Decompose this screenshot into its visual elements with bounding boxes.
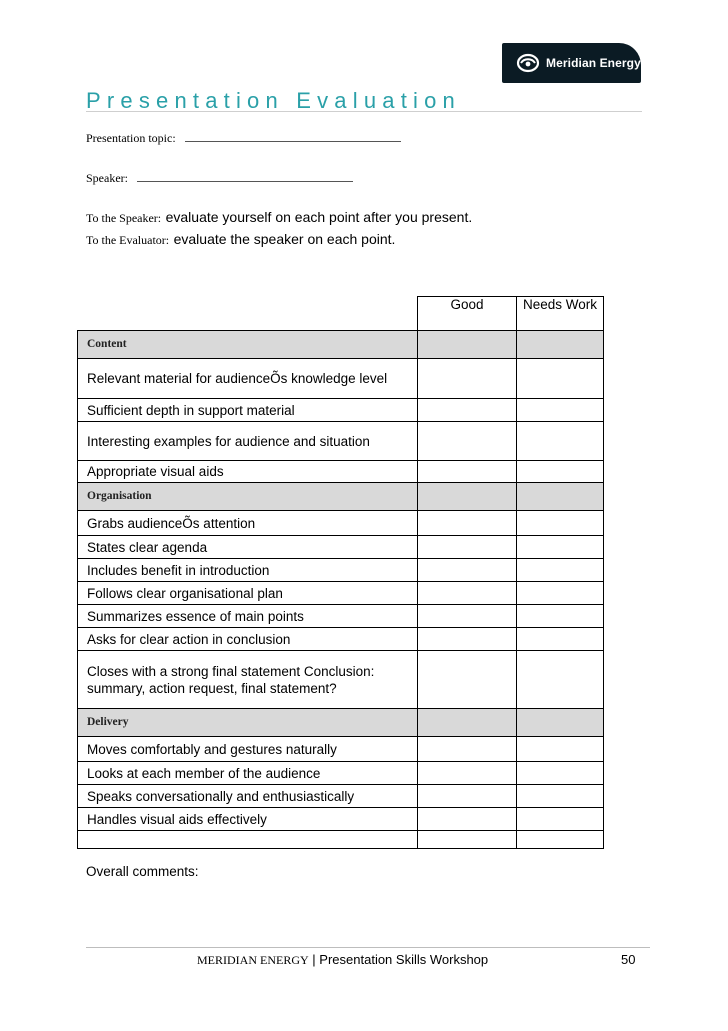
criterion-label: States clear agenda bbox=[78, 536, 418, 559]
footer-divider bbox=[86, 947, 650, 948]
table-row bbox=[78, 582, 604, 605]
good-checkbox-cell[interactable] bbox=[418, 582, 517, 605]
evaluator-instruction-text: evaluate the speaker on each point. bbox=[173, 231, 396, 247]
header-empty-cell bbox=[78, 297, 418, 331]
section-title: Organisation bbox=[78, 483, 418, 511]
good-checkbox-cell[interactable] bbox=[418, 737, 517, 762]
section-row-delivery bbox=[78, 709, 604, 737]
table-row bbox=[78, 536, 604, 559]
footer bbox=[197, 952, 488, 968]
table-row bbox=[78, 737, 604, 762]
speaker-instruction-label: To the Speaker: bbox=[86, 211, 162, 225]
topic-label: Presentation topic: bbox=[86, 131, 176, 145]
table-row bbox=[78, 785, 604, 808]
needs-work-checkbox-cell[interactable] bbox=[517, 399, 604, 422]
needs-work-checkbox-cell[interactable] bbox=[517, 359, 604, 399]
needs-work-checkbox-cell[interactable] bbox=[517, 808, 604, 831]
good-checkbox-cell[interactable] bbox=[418, 605, 517, 628]
good-checkbox-cell[interactable] bbox=[418, 559, 517, 582]
good-checkbox-cell[interactable] bbox=[418, 831, 517, 849]
criterion-label: Grabs audienceÕs attention bbox=[78, 511, 418, 536]
speaker-blank-line[interactable] bbox=[137, 172, 353, 182]
good-checkbox-cell[interactable] bbox=[418, 399, 517, 422]
table-row bbox=[78, 559, 604, 582]
criterion-label: Interesting examples for audience and situation bbox=[78, 422, 418, 461]
criterion-label: Moves comfortably and gestures naturally bbox=[78, 737, 418, 762]
good-checkbox-cell[interactable] bbox=[418, 359, 517, 399]
table-row bbox=[78, 651, 604, 709]
needs-work-checkbox-cell[interactable] bbox=[517, 461, 604, 483]
table-header-row bbox=[78, 297, 604, 331]
needs-work-checkbox-cell[interactable] bbox=[517, 605, 604, 628]
title-divider bbox=[86, 111, 642, 112]
criterion-label: Summarizes essence of main points bbox=[78, 605, 418, 628]
needs-work-cell bbox=[517, 709, 604, 737]
needs-work-checkbox-cell[interactable] bbox=[517, 536, 604, 559]
good-cell bbox=[418, 709, 517, 737]
meridian-swirl-icon bbox=[516, 52, 540, 74]
needs-work-checkbox-cell[interactable] bbox=[517, 785, 604, 808]
criterion-label bbox=[78, 831, 418, 849]
speaker-instruction bbox=[86, 209, 472, 227]
needs-work-checkbox-cell[interactable] bbox=[517, 831, 604, 849]
criterion-label: Speaks conversationally and enthusiastically bbox=[78, 785, 418, 808]
needs-work-checkbox-cell[interactable] bbox=[517, 511, 604, 536]
good-checkbox-cell[interactable] bbox=[418, 808, 517, 831]
good-cell bbox=[418, 483, 517, 511]
good-checkbox-cell[interactable] bbox=[418, 461, 517, 483]
evaluator-instruction-label: To the Evaluator: bbox=[86, 233, 170, 247]
criterion-label: Asks for clear action in conclusion bbox=[78, 628, 418, 651]
evaluation-table bbox=[77, 296, 604, 849]
criterion-label: Closes with a strong final statement Conclusion: summary, action request, final statement? bbox=[78, 651, 418, 709]
table-row bbox=[78, 808, 604, 831]
good-checkbox-cell[interactable] bbox=[418, 785, 517, 808]
criterion-label: Includes benefit in introduction bbox=[78, 559, 418, 582]
needs-work-checkbox-cell[interactable] bbox=[517, 559, 604, 582]
section-row-organisation bbox=[78, 483, 604, 511]
logo-text: Meridian Energy bbox=[546, 56, 641, 70]
table-row bbox=[78, 628, 604, 651]
table-row bbox=[78, 422, 604, 461]
speaker-label: Speaker: bbox=[86, 171, 128, 185]
needs-work-checkbox-cell[interactable] bbox=[517, 762, 604, 785]
page-number: 50 bbox=[621, 952, 636, 967]
table-row bbox=[78, 399, 604, 422]
criterion-label: Looks at each member of the audience bbox=[78, 762, 418, 785]
footer-workshop: Presentation Skills Workshop bbox=[319, 952, 489, 967]
column-header-good: Good bbox=[418, 297, 517, 331]
good-checkbox-cell[interactable] bbox=[418, 536, 517, 559]
footer-company: MERIDIAN ENERGY bbox=[197, 953, 309, 967]
criterion-label: Relevant material for audienceÕs knowledge level bbox=[78, 359, 418, 399]
section-title: Content bbox=[78, 331, 418, 359]
criterion-label: Appropriate visual aids bbox=[78, 461, 418, 483]
needs-work-checkbox-cell[interactable] bbox=[517, 422, 604, 461]
table-row bbox=[78, 511, 604, 536]
needs-work-cell bbox=[517, 331, 604, 359]
column-header-needs-work: Needs Work bbox=[517, 297, 604, 331]
table-row bbox=[78, 831, 604, 849]
meridian-energy-logo bbox=[502, 43, 641, 83]
speaker-instruction-text: evaluate yourself on each point after you present. bbox=[165, 209, 473, 225]
good-checkbox-cell[interactable] bbox=[418, 511, 517, 536]
speaker-field bbox=[86, 171, 353, 186]
page-title: Presentation Evaluation bbox=[86, 88, 461, 113]
good-checkbox-cell[interactable] bbox=[418, 422, 517, 461]
evaluator-instruction bbox=[86, 231, 395, 249]
good-checkbox-cell[interactable] bbox=[418, 628, 517, 651]
footer-separator: | bbox=[312, 952, 316, 967]
topic-field bbox=[86, 131, 401, 146]
section-row-content bbox=[78, 331, 604, 359]
needs-work-checkbox-cell[interactable] bbox=[517, 651, 604, 709]
table-row bbox=[78, 762, 604, 785]
criterion-label: Follows clear organisational plan bbox=[78, 582, 418, 605]
needs-work-checkbox-cell[interactable] bbox=[517, 737, 604, 762]
criterion-label: Sufficient depth in support material bbox=[78, 399, 418, 422]
overall-comments-label: Overall comments: bbox=[86, 864, 199, 879]
needs-work-cell bbox=[517, 483, 604, 511]
table-row bbox=[78, 461, 604, 483]
table-row bbox=[78, 359, 604, 399]
section-title: Delivery bbox=[78, 709, 418, 737]
good-checkbox-cell[interactable] bbox=[418, 651, 517, 709]
needs-work-checkbox-cell[interactable] bbox=[517, 582, 604, 605]
good-checkbox-cell[interactable] bbox=[418, 762, 517, 785]
criterion-label: Handles visual aids effectively bbox=[78, 808, 418, 831]
table-row bbox=[78, 605, 604, 628]
needs-work-checkbox-cell[interactable] bbox=[517, 628, 604, 651]
good-cell bbox=[418, 331, 517, 359]
topic-blank-line[interactable] bbox=[185, 132, 401, 142]
